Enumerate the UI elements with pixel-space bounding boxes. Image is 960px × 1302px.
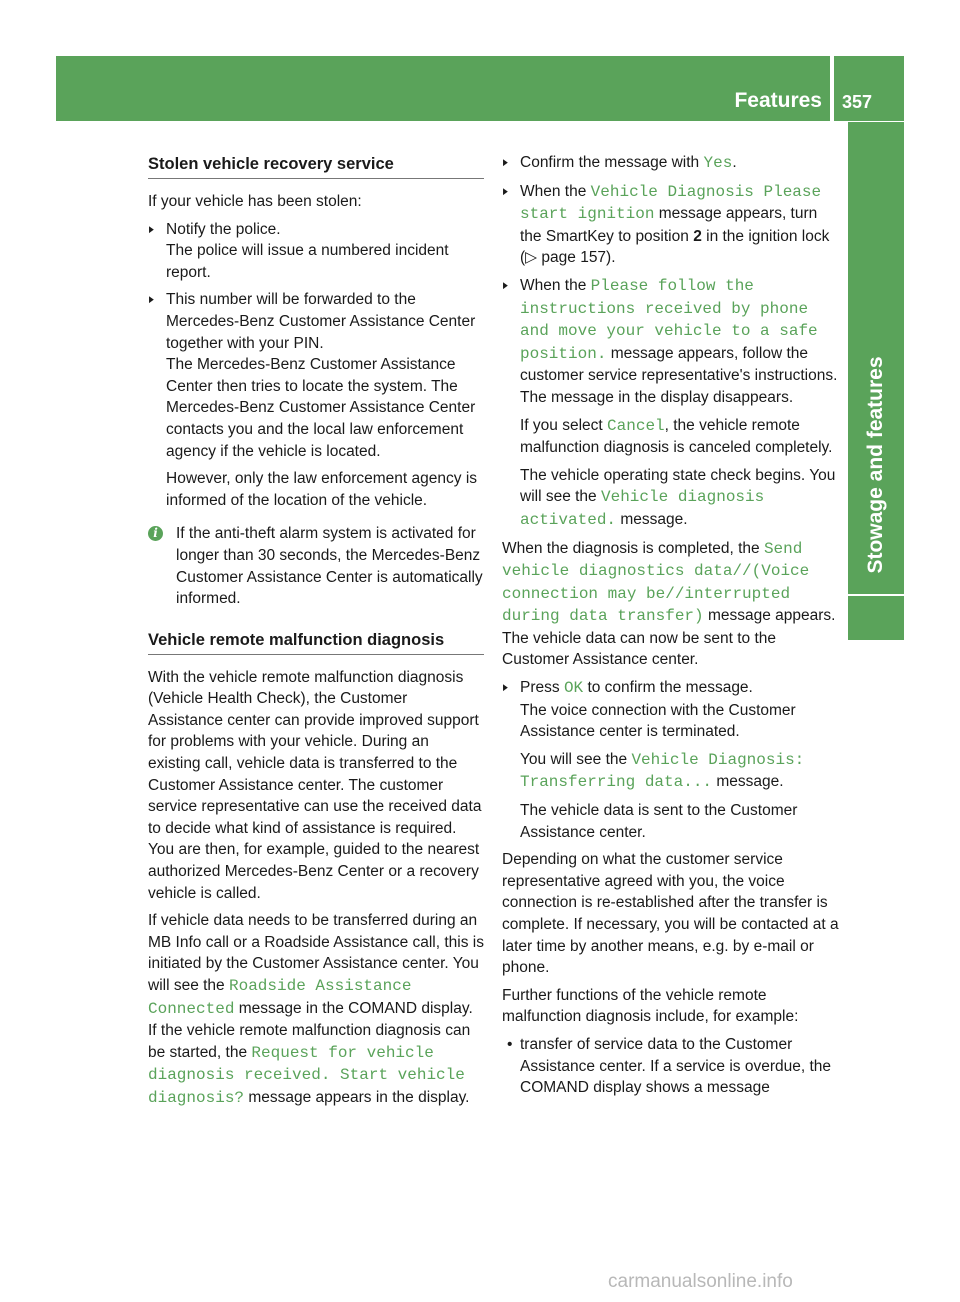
left-column [148,152,484,1116]
intro-text: If your vehicle has been stolen: [148,193,362,210]
display-message: Cancel [607,416,665,435]
step-text: ▶ Notify the police. [148,219,484,241]
step-result: The vehicle data is sent to the Customer Assistance center. [520,802,798,841]
section-title: Features [734,89,822,112]
diagnosis-intro: With the vehicle remote malfunction diagnosis (Vehicle Health Check), the Customer Assistance center can provide improved support for problems with your vehicle. During an existing call, vehicle data is transferred to the Customer Assistance center. The customer service representative can use the received data to decide what kind of assistance is required. You are then, for example, guided to the nearest authorized Mercedes-Benz Center or a recovery vehicle is called. [148,668,482,902]
display-message: Request for vehicle diagnosis received. Start vehicle diagnosis? [148,1043,465,1107]
diagnosis-completed-paragraph: When the diagnosis is completed, the Send vehicle diagnostics data//(Voice connection may be//interrupted during data transfer) message appears. The vehicle data can now be sent to the Customer Assistance center. [502,539,836,669]
step-start-ignition: ▶ When the Vehicle Diagnosis Please start ignition message appears, turn the SmartKey to position 2 in the ignition lock (▷ page 157). [502,181,840,269]
header-separator [830,56,834,121]
info-note [148,523,484,609]
diagnosis-paragraph: If vehicle data needs to be transferred during an MB Info call or a Roadside Assistance call, this is initiated by the Customer Assistance center. You will see the Roadside Assistance Connected message in the COMAND display. If the vehicle remote malfunction diagnosis can be started, the Request for vehicle diagnosis received. Start vehicle diagnosis? message appears in the display. [148,912,484,1107]
page-number: 357 [842,92,873,112]
step-result: The police will issue a numbered incident report. [166,242,449,281]
step-notify-police [148,219,484,284]
display-message: OK [563,679,584,698]
step-follow-instructions: ▶ When the Please follow the instructions received by phone and move your vehicle to a safe position. message appears, follow the customer service representative's instructions. The message in the display disappears. If you select Cancel, the vehicle remote malfunction diagnosis is canceled completely. The vehicle operating state check begins. You will see the Vehicle diagnosis activated. message. [502,275,840,532]
display-message: Roadside Assistance Connected [148,977,412,1018]
heading-rule [148,178,484,179]
step-number-forwarded [148,289,484,511]
page-reference-arrow-icon: ▷ [525,249,538,267]
heading-stolen-vehicle: Stolen vehicle recovery service [148,155,394,173]
step-result: The message in the display disappears. [520,388,794,406]
further-functions-paragraph: Further functions of the vehicle remote malfunction diagnosis include, for example: [502,986,799,1026]
side-tab-label: Stowage and features [864,356,887,574]
heading-rule [148,654,484,655]
info-note-text: If the anti-theft alarm system is activated for longer than 30 seconds, the Mercedes-Benz Customer Assistance Center is automatically informed. [176,525,483,608]
info-icon: i [148,526,163,541]
step-result: If you select Cancel, the vehicle remote malfunction diagnosis is canceled completely. [520,416,833,457]
step-result: However, only the law enforcement agency is informed of the location of the vehicle. [166,470,478,509]
step-result: The vehicle operating state check begins. You will see the Vehicle diagnosis activated. message. [520,466,836,529]
step-result: The Mercedes-Benz Customer Assistance Center then tries to locate the system. The Mercedes-Benz Customer Assistance Center contacts you and the local law enforcement agency if the vehicle is located. [166,356,476,460]
heading-remote-diagnosis: Vehicle remote malfunction diagnosis [148,630,445,649]
display-message: Please follow the instructions received by phone and move your vehicle to a safe position. [520,276,818,363]
display-message: Vehicle Diagnosis: Transferring data... [520,750,805,792]
step-press-ok: ▶ Press OK to confirm the message. The voice connection with the Customer Assistance center is terminated. You will see the Vehicle Diagnosis: Transferring data... message. The vehicle data is sent to the Customer Assistance center. [502,677,840,843]
display-message: Yes [703,154,733,172]
voice-connection-paragraph: Depending on what the customer service representative agreed with you, the voice connection is re-established after the transfer is complete. If necessary, you will be contacted at a later time by another means, e.g. by e-mail or phone. [502,851,839,977]
step-result: The voice connection with the Customer Assistance center is terminated. [520,701,796,741]
step-confirm-yes: ▶ Confirm the message with Yes. [502,152,840,175]
display-message: Vehicle diagnosis activated. [520,488,765,529]
right-column [502,152,840,1105]
step-result: You will see the Vehicle Diagnosis: Transferring data... message. [520,750,805,792]
side-tab-marker [848,596,904,640]
list-item: • transfer of service data to the Customer Assistance center. If a service is overdue, the COMAND display shows a message [502,1034,840,1099]
watermark: carmanualsonline.info [608,1271,793,1292]
display-message: Vehicle Diagnosis Please start ignition [520,182,822,224]
display-message: Send vehicle diagnostics data//(Voice connection may be//interrupted during data transfer) [502,539,810,626]
step-text: ▶ This number will be forwarded to the Mercedes-Benz Customer Assistance Center together with your PIN. [148,289,484,354]
